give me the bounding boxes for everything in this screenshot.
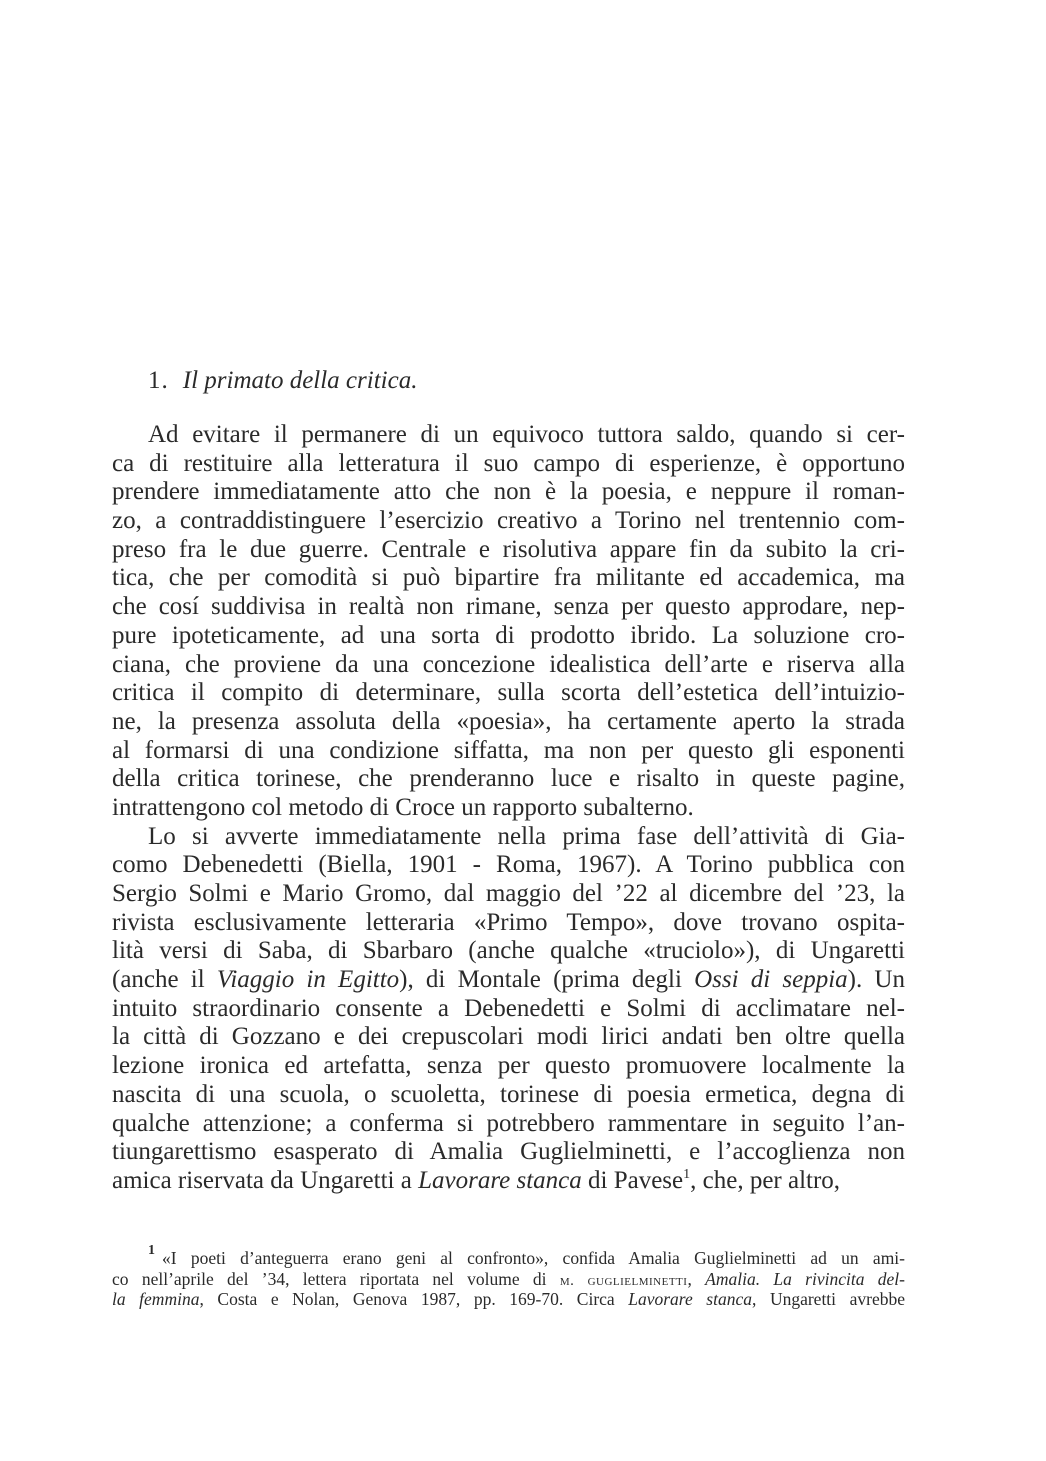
text-line: critica il compito di determinare, sulla scorta dell’estetica dell’intuizio-	[112, 679, 905, 707]
text-line: la città di Gozzano e dei crepuscolari modi lirici andati ben oltre quella	[112, 1023, 905, 1051]
text-line: lezione ironica ed artefatta, senza per questo promuovere localmente la	[112, 1052, 905, 1080]
text-line: al formarsi di una condizione siffatta, ma non per questo gli esponenti	[112, 736, 905, 764]
text-line: che cosí suddivisa in realtà non rimane, senza per questo approdare, nep-	[112, 593, 905, 621]
text-line: como Debenedetti (Biella, 1901 - Roma, 1967). A Torino pubblica con	[112, 851, 905, 879]
text-line: pure ipoteticamente, ad una sorta di prodotto ibrido. La soluzione cro-	[112, 621, 905, 649]
text-line: prendere immediatamente atto che non è la poesia, e neppure il roman-	[112, 478, 905, 506]
text-line: nascita di una scuola, o scuoletta, torinese di poesia ermetica, degna di	[112, 1080, 905, 1108]
text-line: tiungarettismo esasperato di Amalia Guglielminetti, e l’accoglienza non	[112, 1138, 905, 1166]
text-line: qualche attenzione; a conferma si potrebbero rammentare in seguito l’an-	[112, 1109, 905, 1137]
text-line: intuito straordinario consente a Debenedetti e Solmi di acclimatare nel-	[112, 994, 905, 1022]
text-line: Lo si avverte immediatamente nella prima fase dell’attività di Gia-	[148, 822, 905, 850]
text-line: lità versi di Saba, di Sbarbaro (anche qualche «truciolo»), di Ungaretti	[112, 937, 905, 965]
text-line: Sergio Solmi e Mario Gromo, dal maggio del ’22 al dicembre del ’23, la	[112, 880, 905, 907]
text-line: rivista esclusivamente letteraria «Primo Tempo», dove trovano ospita-	[112, 908, 905, 936]
paragraph	[112, 421, 905, 823]
text-line: intrattengono col metodo di Croce un rapporto subalterno.	[112, 793, 694, 821]
text-line: (anche il Viaggio in Egitto), di Montale (prima degli Ossi di seppia). Un	[112, 966, 905, 994]
text-line: tica, che per comodità si può bipartire fra militante ed accademica, ma	[112, 564, 905, 592]
text-line: preso fra le due guerre. Centrale e risolutiva appare fin da subito la cri-	[112, 535, 905, 563]
paragraph	[112, 823, 905, 1196]
text-line: ne, la presenza assoluta della «poesia», ha certamente aperto la strada	[112, 707, 905, 735]
footnote-line: la femmina, Costa e Nolan, Genova 1987, pp. 169-70. Circa Lavorare stanca, Ungaretti avrebbe	[112, 1289, 905, 1309]
footnote-reference: 1	[683, 1166, 691, 1182]
footnote-line: co nell’aprile del ’34, lettera riportata nel volume di m. guglielminetti, Amalia. La rivincita del-	[112, 1268, 906, 1289]
text-line: amica riservata da Ungaretti a Lavorare stanca di Pavese$^1$, che, per altro,	[112, 1166, 841, 1194]
text-line: zo, a contraddistinguere l’esercizio creativo a Torino nel trentennio com-	[112, 507, 905, 535]
text-line: ca di restituire alla letteratura il suo campo di esperienze, è opportuno	[112, 449, 905, 477]
text-line: ciana, che proviene da una concezione idealistica dell’arte e riserva alla	[112, 650, 905, 678]
footnote-line: $^1$ «I poeti d’anteguerra erano geni al confronto», confida Amalia Guglielminetti ad un ami-	[148, 1243, 905, 1268]
text-line: della critica torinese, che prenderanno luce e risalto in queste pagine,	[112, 765, 905, 793]
section-title: Il primato della critica.	[182, 367, 418, 394]
section-number: 1.	[148, 367, 169, 394]
text-line: Ad evitare il permanere di un equivoco tuttora saldo, quando si cer-	[148, 421, 905, 448]
footnote-mark: 1	[148, 1243, 155, 1258]
section-heading	[148, 363, 417, 399]
footnotes	[112, 1243, 906, 1310]
body-text	[112, 421, 905, 1196]
